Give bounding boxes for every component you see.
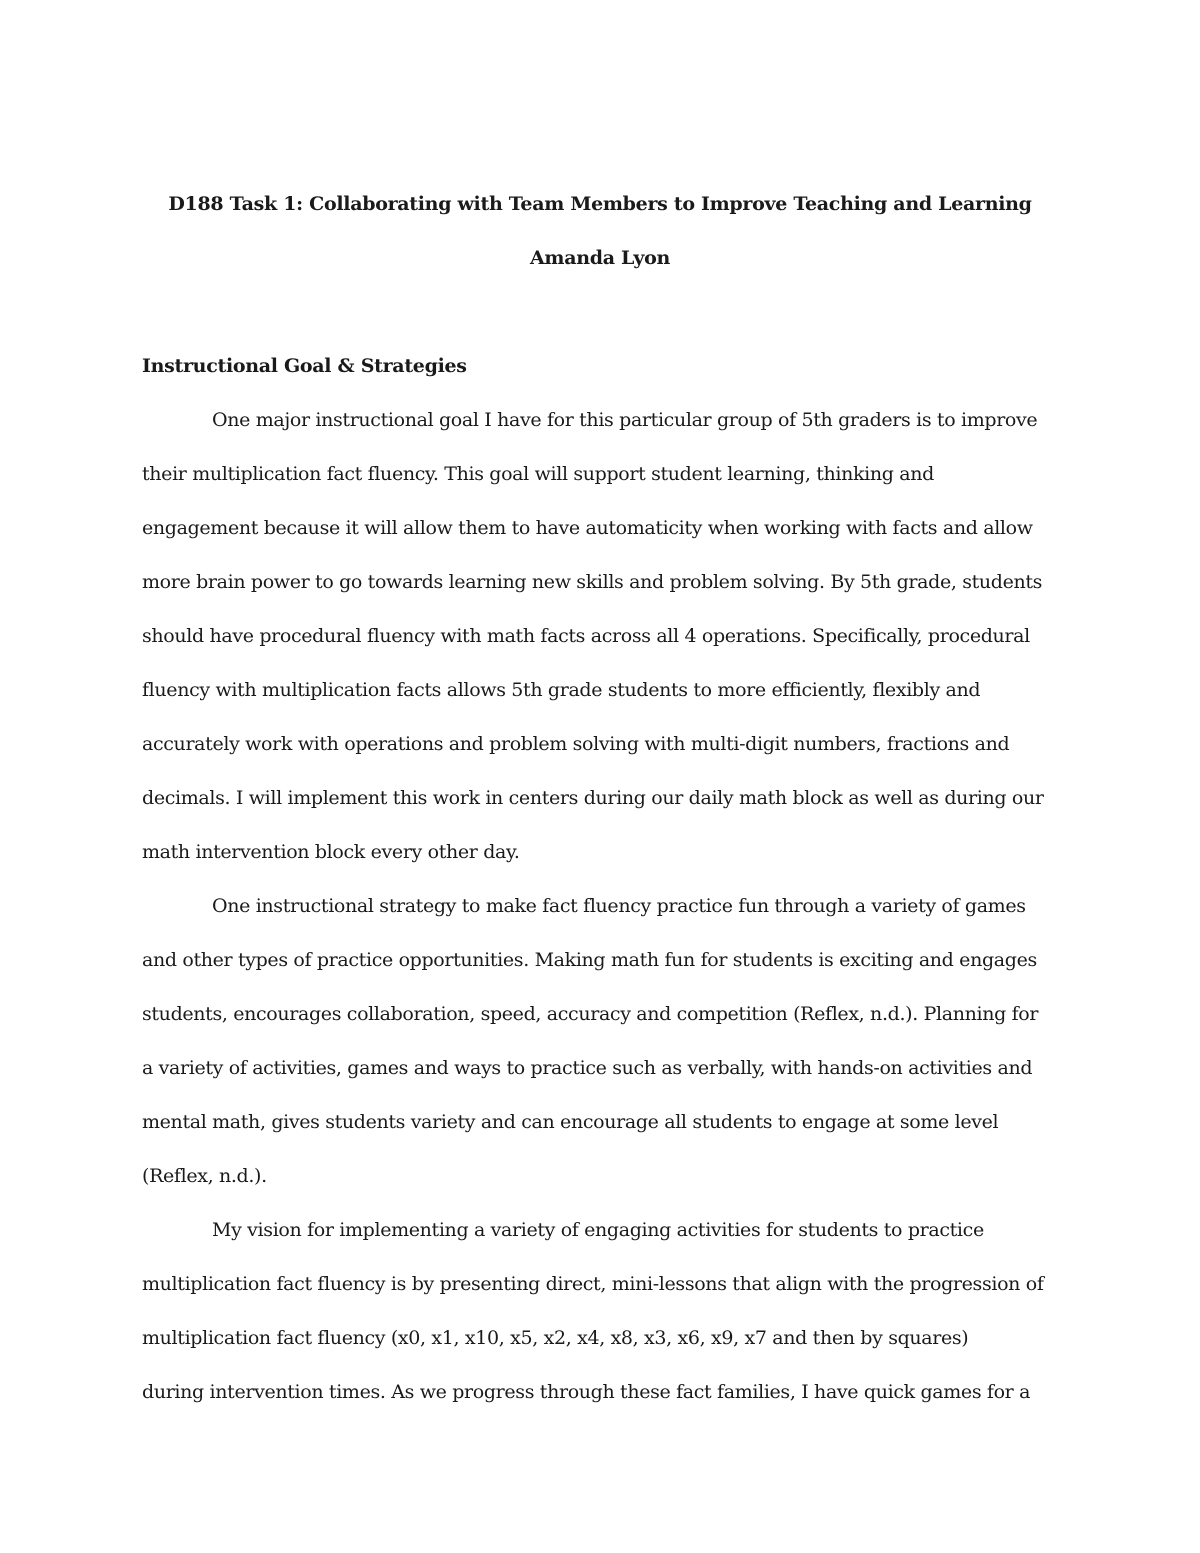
paragraph-line: multiplication fact fluency is by presenting direct, mini-lessons that align with the progression of <box>142 1273 1044 1295</box>
paragraph-line: accurately work with operations and problem solving with multi-digit numbers, fractions and <box>142 733 1010 755</box>
document-title: D188 Task 1: Collaborating with Team Members to Improve Teaching and Learning <box>168 193 1032 215</box>
paragraph-line: multiplication fact fluency (x0, x1, x10, x5, x2, x4, x8, x3, x6, x9, x7 and then by squares) <box>142 1327 969 1349</box>
paragraph-line: One major instructional goal I have for this particular group of 5th graders is to improve <box>212 409 1038 431</box>
paragraph-line: decimals. I will implement this work in centers during our daily math block as well as during our <box>142 787 1044 809</box>
section-heading: Instructional Goal & Strategies <box>142 355 467 377</box>
paragraph-line: during intervention times. As we progress through these fact families, I have quick games for a <box>142 1381 1031 1403</box>
paragraph-line: a variety of activities, games and ways to practice such as verbally, with hands-on activities and <box>142 1057 1033 1079</box>
paragraph-line: mental math, gives students variety and can encourage all students to engage at some level <box>142 1111 999 1133</box>
paragraph-line: and other types of practice opportunities. Making math fun for students is exciting and engages <box>142 949 1037 971</box>
paragraph-line: students, encourages collaboration, speed, accuracy and competition (Reflex, n.d.). Planning for <box>142 1003 1039 1025</box>
author-name: Amanda Lyon <box>529 247 671 269</box>
paragraph-line: should have procedural fluency with math facts across all 4 operations. Specifically, procedural <box>142 625 1030 647</box>
paragraph-line: their multiplication fact fluency. This goal will support student learning, thinking and <box>142 463 934 485</box>
paragraph-line: more brain power to go towards learning new skills and problem solving. By 5th grade, students <box>142 571 1043 593</box>
paragraph-line: (Reflex, n.d.). <box>142 1165 267 1187</box>
paragraph-line: One instructional strategy to make fact fluency practice fun through a variety of games <box>212 895 1026 917</box>
paragraph-line: fluency with multiplication facts allows 5th grade students to more efficiently, flexibly and <box>142 679 981 701</box>
paragraph-line: engagement because it will allow them to have automaticity when working with facts and allow <box>142 517 1033 539</box>
paragraph-line: math intervention block every other day. <box>142 841 520 863</box>
paragraph-line: My vision for implementing a variety of engaging activities for students to practice <box>212 1219 984 1241</box>
